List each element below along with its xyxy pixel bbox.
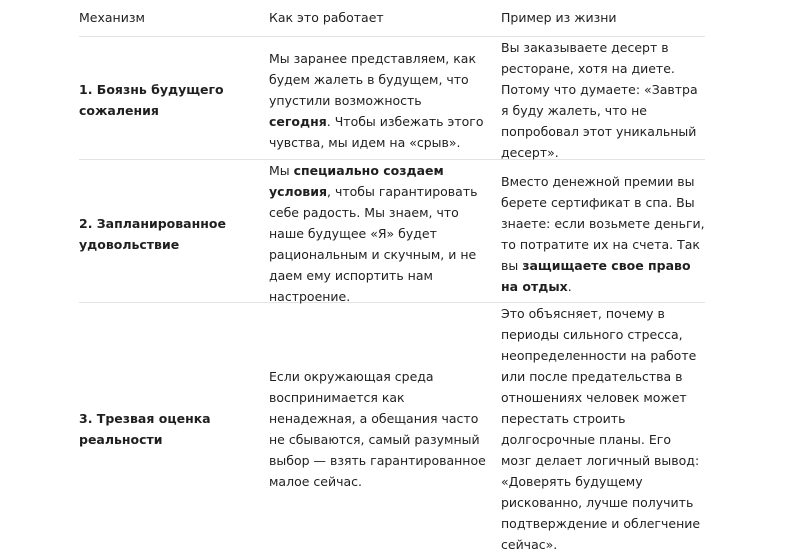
table-row: [79, 303, 705, 552]
header-life-example: Пример из жизни: [501, 10, 617, 25]
mechanism-cell: 2. Запланированное удовольствие: [79, 215, 226, 252]
table-row: [79, 160, 705, 303]
table-row: [79, 37, 705, 160]
text-run: .: [567, 278, 572, 294]
how-cell: [269, 48, 501, 153]
text-run: Вы заказываете десерт в ресторане, хотя на диете. Потому что думаете: «Завтра я буду жалеть, что не попробовал этот уникальный десерт».: [501, 40, 698, 160]
text-run: Вместо денежной премии вы берете сертификат в спа. Вы знаете: если возьмете деньги, то потратите их на счета. Так вы: [501, 173, 705, 273]
comparison-table: [79, 0, 705, 552]
how-cell: [269, 366, 501, 492]
example-cell: [501, 37, 705, 163]
example-cell: [501, 171, 705, 297]
text-run: Мы заранее представляем, как будем жалеть в будущем, что упустили возможность: [269, 50, 477, 108]
example-cell: [501, 303, 705, 555]
text-run: Мы: [269, 163, 294, 178]
table-header-row: [79, 0, 705, 37]
how-cell: [269, 160, 501, 307]
emphasis-text: защищаете свое право на отдых: [501, 257, 691, 294]
header-how-it-works: Как это работает: [269, 10, 384, 25]
text-run: Если окружающая среда воспринимается как ненадежная, а обещания часто не сбываются, самый разумный выбор — взять гарантированное малое сейчас.: [269, 369, 486, 489]
text-run: , чтобы гарантировать себе радость. Мы знаем, что наше будущее «Я» будет рациональным и скучным, и не даем ему испортить нам настроение.: [269, 184, 478, 304]
emphasis-text: сегодня: [269, 113, 327, 129]
mechanism-cell: 1. Боязнь будущего сожаления: [79, 82, 224, 118]
text-run: Это объясняет, почему в периоды сильного стресса, неопределенности на работе или после предательства в отношениях человек может перестать строить долгосрочные планы. Его мозг делает логичный вывод: «Доверять будущему рискованно, лучше получить подтверждение и облегчение сейчас».: [501, 306, 701, 552]
emphasis-text: специально создаем условия: [269, 163, 444, 199]
mechanism-cell: 3. Трезвая оценка реальности: [79, 411, 211, 447]
header-mechanism: Механизм: [79, 10, 145, 25]
text-run: . Чтобы избежать этого чувства, мы идем на «срыв».: [269, 113, 484, 150]
